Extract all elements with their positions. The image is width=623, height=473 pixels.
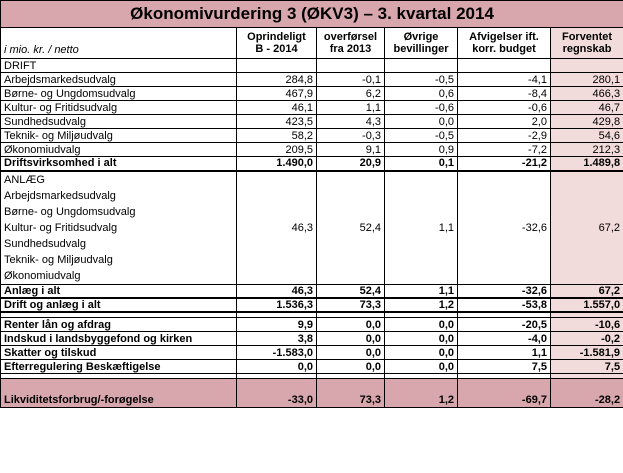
drift-total-row: Driftsvirksomhed i alt 1.490,0 20,9 0,1 -21,2 1.489,8 [1, 157, 623, 171]
likviditet-row: Likviditetsforbrug/-forøgelse -33,0 73,3 1,2 -69,7 -28,2 [1, 379, 623, 408]
col-header-forventet: Forventet regnskab [551, 28, 623, 59]
table-row: Kultur- og Fritidsudvalg 46,1 1,1 -0,6 -0,6 46,7 [1, 101, 623, 115]
table-row: Indskud i landsbyggefond og kirken 3,8 0,0 0,0 -4,0 -0,2 [1, 332, 623, 346]
table-row: Efterregulering Beskæftigelse 0,0 0,0 0,0 7,5 7,5 [1, 360, 623, 374]
page-title: Økonomivurdering 3 (ØKV3) – 3. kvartal 2014 [1, 1, 623, 28]
table-row: Renter lån og afdrag 9,9 0,0 0,0 -20,5 -10,6 [1, 318, 623, 332]
anlaeg-labels: ANLÆG Arbejdsmarkedsudvalg Børne- og Ungdomsudvalg Kultur- og Fritidsudvalg Sundhedsudvalg Teknik- og Miljøudvalg Økonomiudvalg [1, 171, 237, 285]
col-header-oevrige: Øvrige bevillinger [385, 28, 458, 59]
table-row: Teknik- og Miljøudvalg 58,2 -0,3 -0,5 -2,9 54,6 [1, 129, 623, 143]
header-row [1, 28, 623, 59]
anlaeg-total-row: Anlæg i alt 46,3 52,4 1,1 -32,6 67,2 [1, 284, 623, 298]
table-row: Skatter og tilskud -1.583,0 0,0 0,0 1,1 -1.581,9 [1, 346, 623, 360]
anlaeg-block-row: ANLÆG Arbejdsmarkedsudvalg Børne- og Ungdomsudvalg Kultur- og Fritidsudvalg Sundhedsudvalg Teknik- og Miljøudvalg Økonomiudvalg 46,3 52,4 1,1 -32,6 67,2 [1, 171, 623, 285]
table-row: Økonomiudvalg 209,5 9,1 0,9 -7,2 212,3 [1, 143, 623, 157]
col-header-afvigelser: Afvigelser ift. korr. budget [458, 28, 551, 59]
col-header-oprindeligt: Oprindeligt B - 2014 [237, 28, 317, 59]
drift-anlaeg-total-row: Drift og anlæg i alt 1.536,3 73,3 1,2 -53,8 1.557,0 [1, 298, 623, 312]
unit-label: i mio. kr. / netto [1, 28, 237, 59]
section-label: ANLÆG [4, 173, 45, 186]
table-row: Sundhedsudvalg 423,5 4,3 0,0 2,0 429,8 [1, 115, 623, 129]
table-row: Børne- og Ungdomsudvalg 467,9 6,2 0,6 -8,4 466,3 [1, 87, 623, 101]
section-label: DRIFT [1, 59, 237, 73]
section-header-drift [1, 59, 623, 73]
title-row [1, 1, 623, 28]
col-header-overfoersel: overførsel fra 2013 [317, 28, 385, 59]
table-row: Arbejdsmarkedsudvalg 284,8 -0,1 -0,5 -4,1 280,1 [1, 73, 623, 87]
